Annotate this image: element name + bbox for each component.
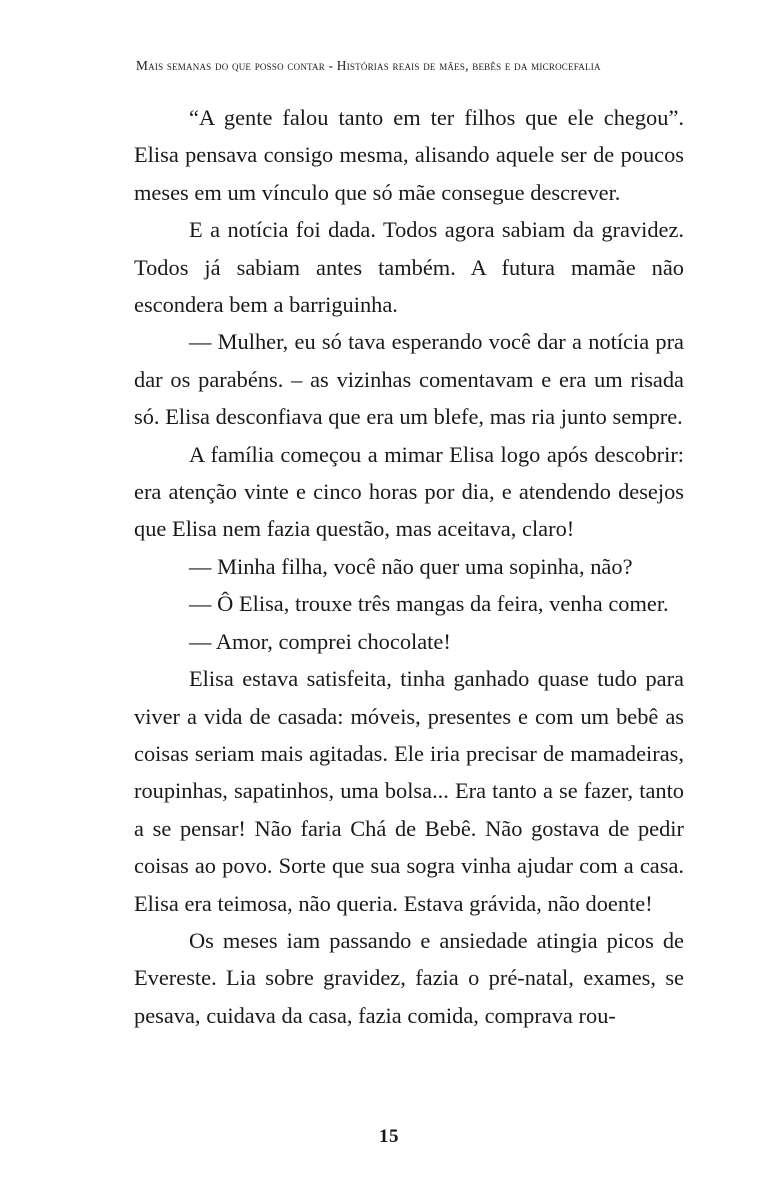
paragraph: Elisa estava satisfeita, tinha ganhado quase tudo para viver a vida de casada: móveis, presentes e com um bebê as coisas seriam mais agitadas. Ele iria precisar de mamadeiras, roupinhas, sapatinhos, uma bolsa... Era tanto a se fazer, tanto a se pensar! Não faria Chá de Bebê. Não gostava de pedir coisas ao povo. Sorte que sua sogra vinha ajudar com a casa. Elisa era teimosa, não queria. Estava grávida, não doente! — [134, 666, 684, 916]
paragraph: “A gente falou tanto em ter filhos que ele chegou”. Elisa pensava consigo mesma, alisando aquele ser de poucos meses em um vínculo que só mãe consegue descrever. — [134, 105, 684, 205]
dialogue-line: — Amor, comprei chocolate! — [189, 628, 451, 654]
paragraph: E a notícia foi dada. Todos agora sabiam da gravidez. Todos já sabiam antes também. A futura mamãe não escondera bem a barriguinha. — [134, 217, 684, 318]
page-number: 15 — [379, 1126, 399, 1147]
dialogue-line: — Ô Elisa, trouxe três mangas da feira, venha comer. — [189, 591, 669, 617]
body-text-block — [134, 99, 684, 1034]
paragraph: A família começou a mimar Elisa logo após descobrir: era atenção vinte e cinco horas por dia, e atendendo desejos que Elisa nem fazia questão, mas aceitava, claro! — [134, 441, 684, 542]
running-head: Mais semanas do que posso contar - Histórias reais de mães, bebês e da microcefalia — [136, 58, 601, 73]
paragraph: Os meses iam passando e ansiedade atingia picos de Evereste. Lia sobre gravidez, fazia o pré-natal, exames, se pesava, cuidava da casa, fazia comida, comprava rou- — [134, 927, 684, 1028]
dialogue-line: — Minha filha, você não quer uma sopinha, não? — [189, 553, 633, 579]
paragraph: — Mulher, eu só tava esperando você dar a notícia pra dar os parabéns. – as vizinhas comentavam e era um risada só. Elisa desconfiava que era um blefe, mas ria junto sempre. — [134, 329, 684, 430]
